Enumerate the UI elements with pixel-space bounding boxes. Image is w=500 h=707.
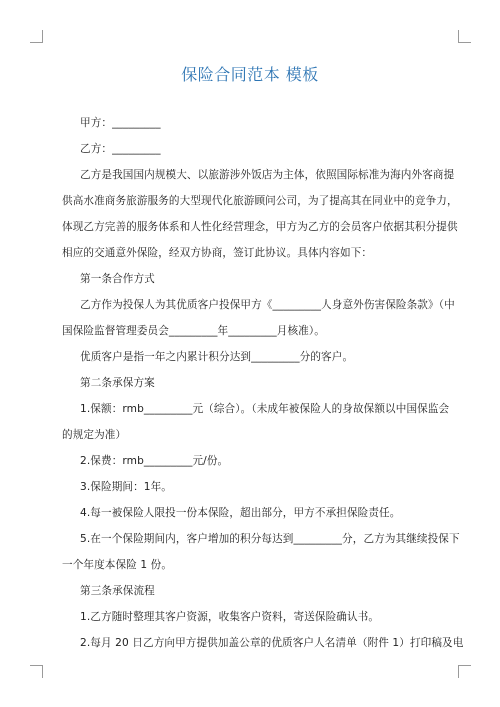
list-item: 5.在一个保险期间内，客户增加的积分每达到_________分，乙方为其继续投保下	[80, 533, 460, 545]
list-item: 2.保费：rmb_________元/份。	[80, 455, 229, 467]
document-title: 保险合同范本 模板	[181, 65, 319, 84]
list-item: 3.保险期间：1年。	[80, 481, 173, 493]
crop-mark-bottom-right	[458, 665, 471, 678]
paragraph-line: 乙方作为投保人为其优质客户投保甲方《_________人身意外伤害保险条款》（中	[80, 299, 455, 311]
paragraph-line: 优质客户是指一年之内累计积分达到_________分的客户。	[80, 351, 354, 363]
list-item: 1.保额：rmb_________元（综合）。（未成年被保险人的身故保额以中国保监会	[80, 403, 450, 415]
section-heading: 第一条合作方式	[80, 273, 155, 285]
crop-mark-top-right	[458, 30, 471, 43]
paragraph-line: 体现乙方完善的服务体系和人性化经营理念，甲方为乙方的会员客户依据其积分提供	[62, 221, 458, 233]
list-item-continuation: 的规定为准）	[62, 429, 127, 441]
list-item: 4.每一被保险人限投一份本保险，超出部分，甲方不承担保险责任。	[80, 507, 401, 519]
crop-mark-bottom-left	[30, 665, 43, 678]
party-b-line: 乙方：_________	[80, 143, 161, 155]
list-item: 2.每月 20 日乙方向甲方提供加盖公章的优质客户人名清单（附件 1）打印稿及电	[80, 637, 464, 649]
party-a-line: 甲方：_________	[80, 117, 161, 129]
section-heading: 第二条承保方案	[80, 377, 155, 389]
crop-mark-top-left	[30, 30, 43, 43]
paragraph-line: 相应的交通意外保险，经双方协商，签订此协议。具体内容如下：	[62, 247, 373, 259]
list-item: 1.乙方随时整理其客户资源，收集客户资料，寄送保险确认书。	[80, 611, 380, 623]
section-heading: 第三条承保流程	[80, 585, 155, 597]
paragraph-line: 国保险监督管理委员会_________年_________月核准）。	[62, 325, 325, 337]
paragraph-line: 乙方是我国国内规模大、以旅游涉外饭店为主体，依照国际标准为海内外客商提	[80, 169, 455, 181]
list-item-continuation: 一个年度本保险 1 份。	[62, 559, 173, 571]
paragraph-line: 供高水准商务旅游服务的大型现代化旅游顾问公司，为了提高其在同业中的竞争力，	[62, 195, 458, 207]
